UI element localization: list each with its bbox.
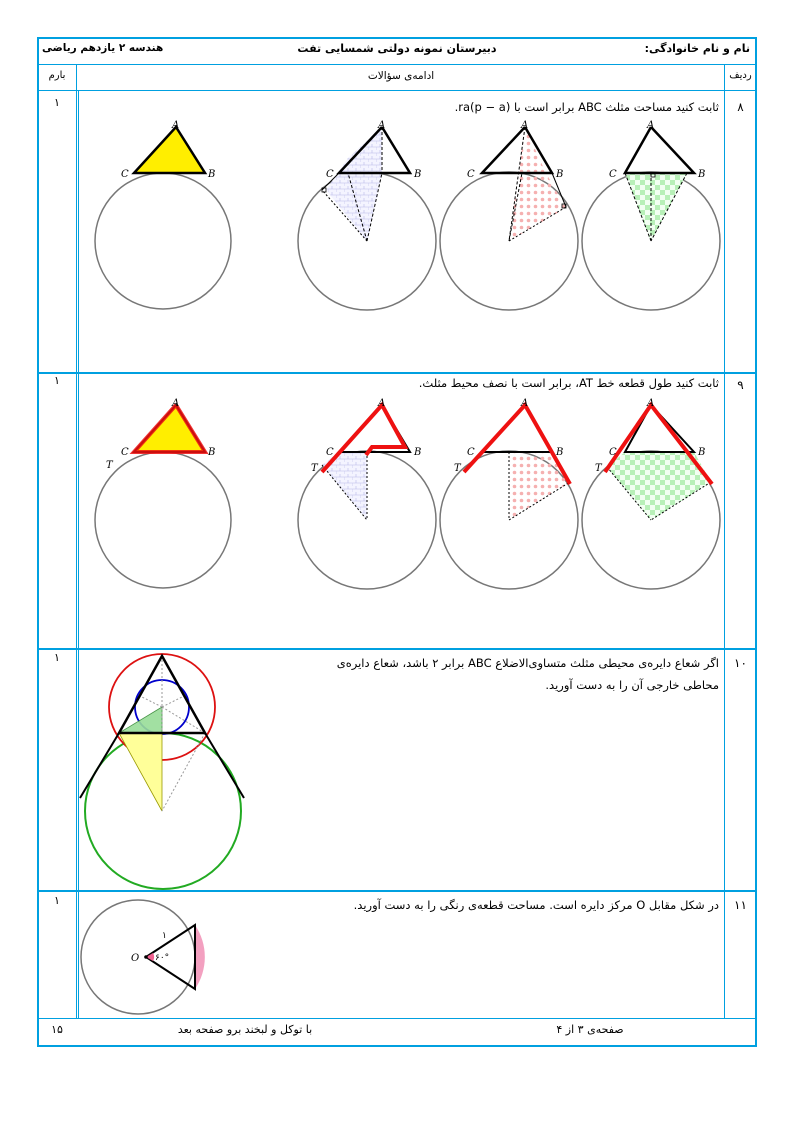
- questions-column-header: ادامه‌ی سؤالات: [367, 70, 435, 82]
- question-text-8: ثابت کنید مساحت مثلث ABC برابر است با ra(p − a).: [454, 100, 719, 114]
- q11-figure: [81, 900, 205, 1014]
- q9-label-A: A: [647, 398, 655, 409]
- q9-figure-4: [582, 398, 720, 589]
- school-title: دبیرستان نمونه دولتی شمسایی تفت: [297, 42, 497, 55]
- score-column-header: بارم: [48, 70, 66, 81]
- q11-side-label: ۱: [162, 931, 167, 941]
- q9-label-C: C: [121, 447, 129, 458]
- footer-wish: با توکل و لبخند برو صفحه بعد: [177, 1023, 313, 1036]
- q9-label-A: A: [521, 398, 529, 409]
- q9-label-C: C: [467, 447, 475, 458]
- q8-figure-2: [298, 120, 436, 310]
- question-text-10: اگر شعاع دایره‌ی محیطی مثلث متساوی‌الاضلاع ABC برابر ۲ باشد، شعاع دایره‌ی محاطی خارجی آن را به دست آورید.: [336, 656, 719, 692]
- q11-angle-label: ۶۰°: [155, 953, 170, 963]
- q8-label-A: A: [172, 120, 180, 131]
- q9-label-T: T: [311, 463, 318, 474]
- question-number-9: ۹: [737, 378, 744, 392]
- q8-label-B: B: [414, 169, 422, 180]
- q9-figure-3: [440, 398, 578, 589]
- q8-label-C: C: [326, 169, 334, 180]
- page-number: صفحه‌ی ۳ از ۴: [556, 1023, 624, 1036]
- q8-label-B: B: [208, 169, 216, 180]
- q8-label-A: A: [521, 120, 529, 131]
- q9-label-B: B: [698, 447, 706, 458]
- q8-label-A: A: [647, 120, 655, 131]
- course-label: هندسه ۲ یازدهم ریاضی: [42, 42, 164, 54]
- q8-label-C: C: [609, 169, 617, 180]
- q9-label-B: B: [208, 447, 216, 458]
- q8-figure-4: [582, 120, 720, 310]
- q8-label-B: B: [556, 169, 564, 180]
- q11-label-O: O: [131, 953, 140, 964]
- q9-label-A: A: [378, 398, 386, 409]
- q9-label-T: T: [454, 463, 461, 474]
- q9-label-T: T: [595, 463, 602, 474]
- question-number-10: ۱۰: [734, 656, 747, 670]
- q9-figure-1: [95, 398, 231, 588]
- q8-label-C: C: [467, 169, 475, 180]
- total-score: ۱۵: [51, 1023, 63, 1036]
- q8-label-A: A: [378, 120, 386, 131]
- question-score-10: ۱: [54, 651, 60, 664]
- q8-label-C: C: [121, 169, 129, 180]
- question-score-11: ۱: [54, 894, 60, 907]
- question-number-11: ۱۱: [734, 898, 747, 912]
- q9-label-C: C: [609, 447, 617, 458]
- q8-figure-1: [95, 120, 231, 309]
- row-column-header: ردیف: [729, 70, 752, 81]
- q8-figure-3: [440, 120, 578, 310]
- question-text-11: در شکل مقابل O مرکز دایره است. مساحت قطعه‌ی رنگی را به دست آورید.: [353, 898, 719, 912]
- q9-label-B: B: [556, 447, 564, 458]
- name-label: نام و نام خانوادگی:: [644, 42, 750, 55]
- q8-label-B: B: [698, 169, 706, 180]
- q9-label-C: C: [326, 447, 334, 458]
- q9-label-T: T: [106, 460, 113, 471]
- q9-figure-2: [298, 398, 436, 589]
- q9-label-B: B: [414, 447, 422, 458]
- question-score-8: ۱: [54, 96, 60, 109]
- q10-figure: [80, 654, 244, 889]
- question-number-8: ۸: [737, 100, 744, 114]
- question-score-9: ۱: [54, 374, 60, 387]
- q9-label-A: A: [172, 398, 180, 409]
- question-text-9: ثابت کنید طول قطعه خط AT، برابر است با نصف محیط مثلث.: [418, 376, 719, 390]
